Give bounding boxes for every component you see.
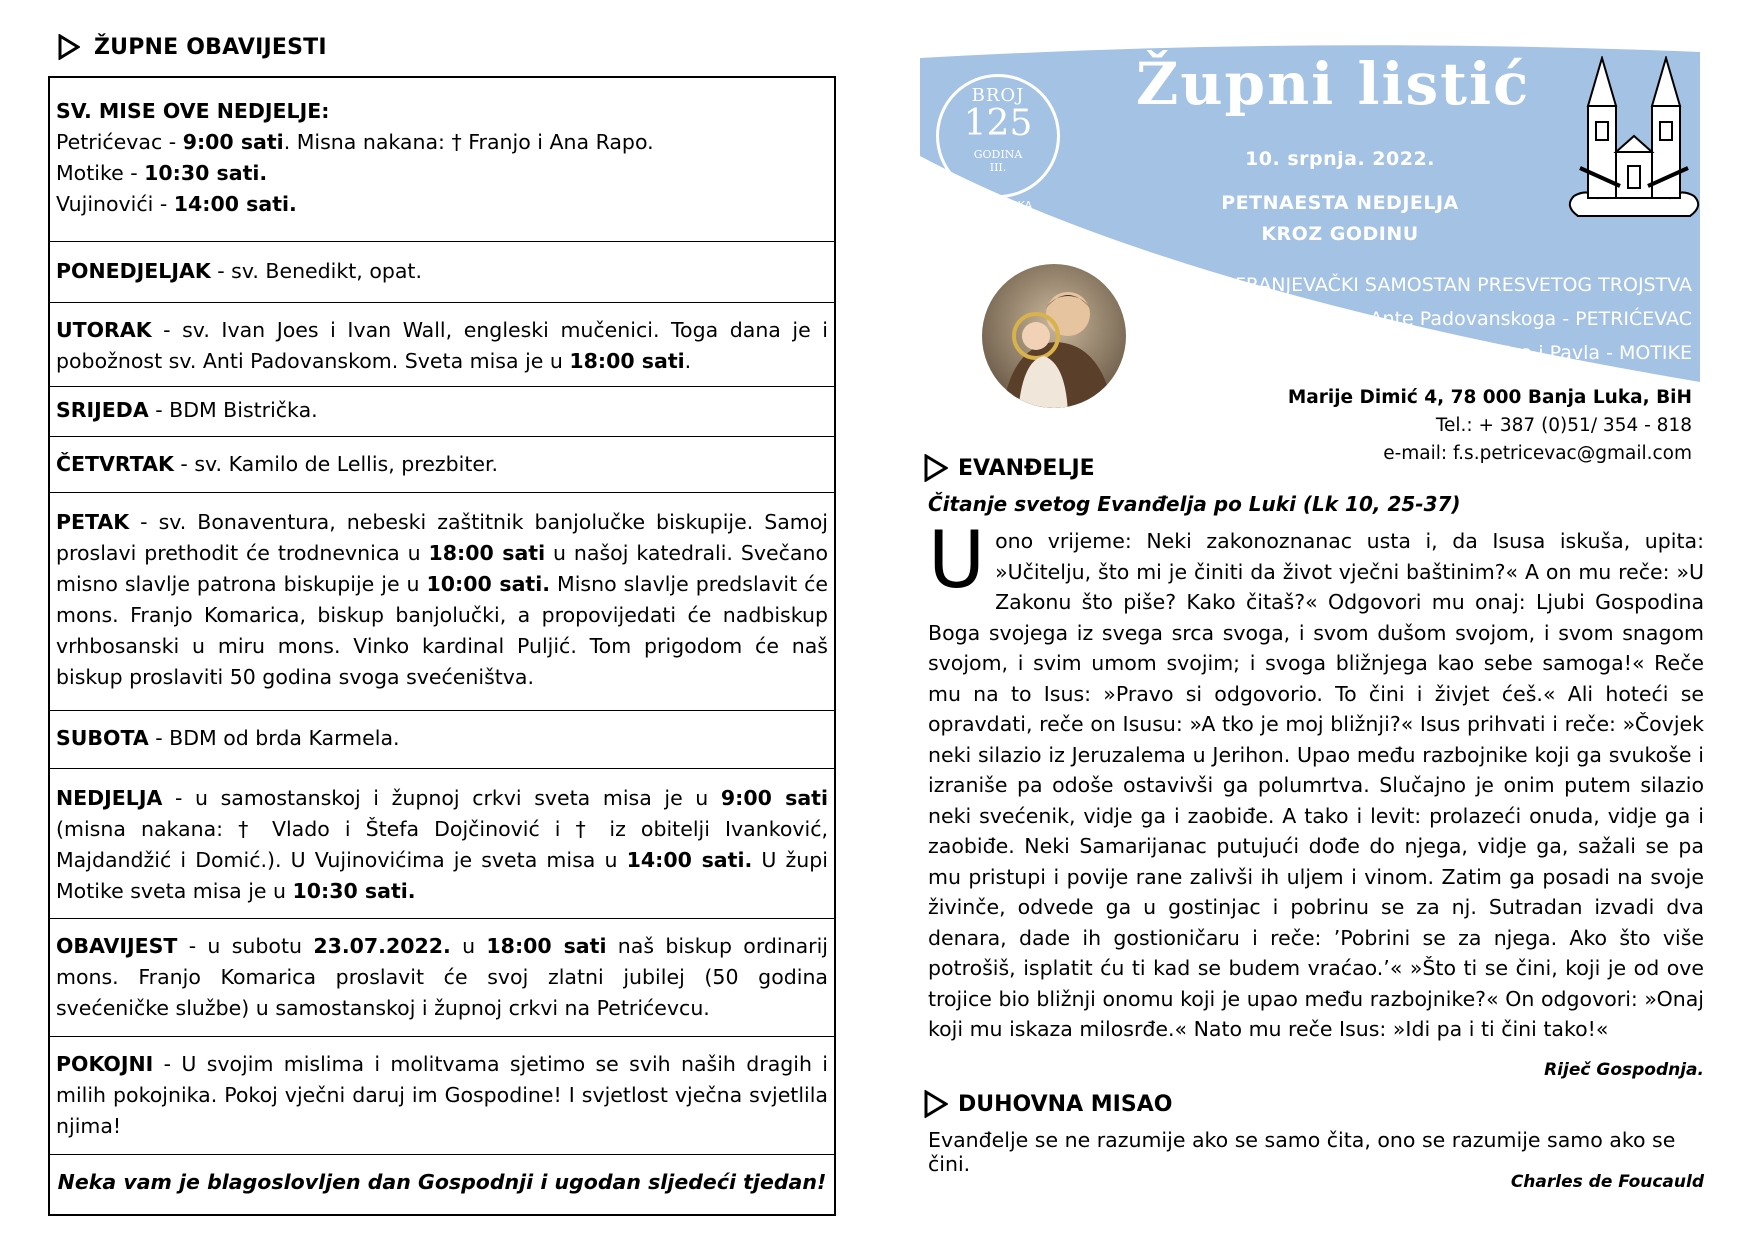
triangle-bullet-icon: [924, 1090, 948, 1118]
liturgical-sunday: PETNAESTA NEDJELJA KROZ GODINU: [1221, 192, 1459, 245]
issue-date: 10. srpnja. 2022.: [1245, 148, 1435, 170]
tuesday-row: UTORAK - sv. Ivan Joes i Ivan Wall, engleski mučenici. Toga dana je i pobožnost sv. Anti Padovanskom. Sveta misa je u 18:00 sati.: [50, 303, 834, 387]
church-logo-icon: [1560, 56, 1708, 226]
thursday-row: ČETVRTAK - sv. Kamilo de Lellis, prezbiter.: [50, 437, 834, 493]
mass-line: Petrićevac - 9:00 sati. Misna nakana: † Franjo i Ana Rapo.: [56, 130, 654, 154]
monday-row: PONEDJELJAK - sv. Benedikt, opat.: [50, 242, 834, 303]
gospel-heading: EVANĐELJE: [924, 454, 1095, 482]
institution-info: FRANJEVAČKI SAMOSTAN PRESVETOG TROJSTVA Župa sv. Ante Padovanskoga - PETRIĆEVAC Župa sv. Petra i Pavla - MOTIKE: [1234, 274, 1692, 364]
spiritual-heading: DUHOVNA MISAO: [924, 1090, 1172, 1118]
mass-line: Motike - 10:30 sati.: [56, 161, 268, 185]
drop-cap: U: [928, 516, 986, 606]
deceased-row: POKOJNI - U svojim mislima i molitvama sjetimo se svih naših dragih i milih pokojnika. Pokoj vječni daruj im Gospodine! I svjetlost vječna svjetlila njima!: [50, 1037, 834, 1155]
gospel-text: Uono vrijeme: Neki zakonoznanac usta i, da Isusa iskuša, upita: »Učitelju, što mi je činiti da život vječni baštinim?« A on mu reče: »U Zakonu što piše? Kako čitaš?« Odgovori mu onaj: Ljubi Gospodina Boga svojega iz svega srca svoga, i svom dušom svojom, i svom snagom svojom, i svim umom svojim; i svoga bližnjega kao sebe samoga!« Reče mu na to Isus: »Pravo si odgovorio. To čini i živjet ćeš.« Ali hoteći se opravdati, reče on Isusu: »A tko je moj bližnji?« Isus prihvati i reče: »Čovjek neki silazio iz Jeruzalema u Jerihon. Upao među razbojnike koji ga svukoše i izraniše pa odoše ostavivši ga polumrtva. Slučajno je onim putem silazio neki svećenik, vidje ga i zaobiđe. A tako i levit: prolazeći onuda, vidje ga i zaobiđe. Neki Samarijanac putujući dođe do njega, vidje ga, sažali se pa mu pristupi i povije rane zalivši ih uljem i vinom. Zatim ga posadi na svoje živinče, odvede ga u gostinjac i pobrinu se za nj. Sutradan izvadi dva denara, dade ih gostioničaru i reče: ’Pobrini se za njega. Ako što više potrošiš, isplatit ću ti kad se budem vraćao.’« »Što ti se čini, koji je od ove trojice bio bližnji onomu koji je upao među razbojnike?« On odgovori: »Onaj koji mu iskaza milosrđe.« Nato mu reče Isus: »Idi pa i ti čini tako!«: [928, 516, 1704, 1041]
announcements-heading: [58, 34, 327, 60]
announcements-box: [48, 76, 836, 1216]
newsletter-title: Župni listić: [1136, 50, 1531, 118]
masses-title: SV. MISE OVE NEDJELJE:: [56, 99, 330, 123]
saint-anthony-portrait: [980, 262, 1128, 410]
sunday-row: NEDJELJA - u samostanskoj i župnoj crkvi sveta misa je u 9:00 sati (misna nakana: † Vlado i Štefa Dojčinović i † iz obitelji Ivanković, Majdandžić i Domić.). U Vujinovićima je sveta misa u 14:00 sati. U župi Motike sveta misa je u 10:30 sati.: [50, 769, 834, 919]
saturday-row: SUBOTA - BDM od brda Karmela.: [50, 711, 834, 769]
address: Marije Dimić 4, 78 000 Banja Luka, BiH: [1287, 387, 1692, 408]
telephone: Tel.: + 387 (0)51/ 354 - 818: [1435, 415, 1692, 436]
liturgical-year: LITURGIJSKA GODINA C: [963, 199, 1033, 228]
issue-number-badge: BROJ 125 GODINA III.: [936, 74, 1060, 198]
gospel-closing: Riječ Gospodnja.: [1544, 1060, 1704, 1080]
wednesday-row: SRIJEDA - BDM Bistrička.: [50, 387, 834, 437]
closing-row: Neka vam je blagoslovljen dan Gospodnji i ugodan sljedeći tjedan!: [57, 1170, 827, 1194]
mass-line: Vujinovići - 14:00 sati.: [56, 192, 297, 216]
masses-row: [50, 78, 834, 242]
email[interactable]: e-mail: f.s.petricevac@gmail.com: [1383, 443, 1692, 464]
contact-info: [1288, 384, 1692, 468]
spiritual-quote: Evanđelje se ne razumije ako se samo čita, ono se razumije samo ako se čini.: [928, 1128, 1676, 1176]
quote-author: Charles de Foucauld: [1510, 1172, 1704, 1192]
announcements-heading-text: ŽUPNE OBAVIJESTI: [94, 34, 327, 60]
triangle-bullet-icon: [924, 454, 948, 482]
notice-row: OBAVIJEST - u subotu 23.07.2022. u 18:00 sati naš biskup ordinarij mons. Franjo Komarica proslavit će svoj zlatni jubilej (50 godina svećeničke službe) u samostanskoj i župnoj crkvi na Petrićevcu.: [50, 919, 834, 1037]
gospel-subtitle: Čitanje svetog Evanđelja po Luki (Lk 10, 25-37): [928, 492, 1461, 516]
triangle-bullet-icon: [58, 34, 80, 60]
friday-row: PETAK - sv. Bonaventura, nebeski zaštitnik banjolučke biskupije. Samoj proslavi prethodit će trodnevnica u 18:00 sati u našoj katedrali. Svečano misno slavlje patrona biskupije je u 10:00 sati. Misno slavlje predslavit će mons. Franjo Komarica, biskup banjolučki, a propovijedati će nadbiskup vrhbosanski u miru mons. Vinko kardinal Puljić. Tom prigodom će naš biskup proslaviti 50 godina svoga svećeništva.: [50, 493, 834, 711]
